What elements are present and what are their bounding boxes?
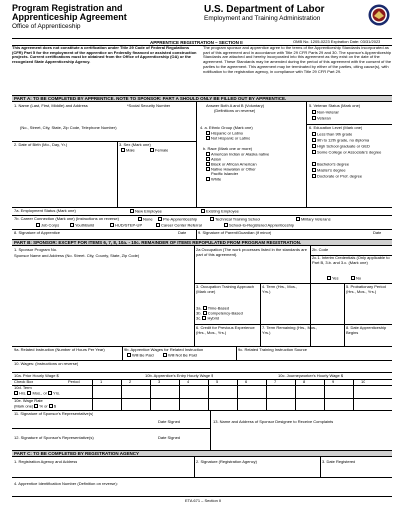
race-option-asian[interactable]: Asian [206, 157, 221, 162]
race-option-american-indian[interactable]: American Indian or Alaska native [206, 152, 269, 157]
apprentice-signature-label: 8. Signature of Apprentice [14, 231, 61, 235]
address-label: (No., Street, City, State, Zip Code, Telephone Number) [20, 126, 117, 130]
career-option-technical-school[interactable]: Technical Training School [210, 217, 260, 222]
education-level-label: 6. Education Level (Mark one) [309, 126, 363, 130]
date-registered-label: 3. Date Registered [322, 460, 356, 464]
period-1: 1 [100, 380, 103, 384]
period-header: Period [68, 380, 80, 384]
omb-number: OMB No. 1205-0223 Expiration Date: 03/31/2023 [293, 40, 381, 44]
probationary-period-label: 5. Probationary Period (Hrs., Mos., Yrs.) [346, 285, 386, 294]
education-option-9-12[interactable]: 9th to 12th grade, no diploma [312, 138, 369, 143]
instruction-wages-not-paid[interactable]: Will Not Be Paid [163, 353, 197, 358]
apprenticeship-begin-date-label: 8. Date Apprenticeship Begins [346, 326, 387, 335]
wages-label: 10. Wages: (Instructions on reverse) [14, 362, 79, 366]
sponsor-signature-1-date-label: Date Signed [158, 420, 181, 424]
term-unit-options[interactable]: Hrs. Mos., or Yrs. [14, 391, 60, 396]
wage-rate-unit-options[interactable]: (Mark one) % or $ [14, 404, 57, 409]
term-remaining-label: 7. Term Remaining (Hrs., Mos., Yrs.) [262, 326, 318, 335]
race-option-pacific-islander: Pacific Islander [211, 172, 239, 176]
dol-seal-icon [368, 4, 390, 26]
term-row-label: 10d. Term [14, 386, 32, 390]
race-option-white[interactable]: White [206, 177, 221, 182]
education-option-doctorate[interactable]: Doctorate or Prof. degree [312, 174, 362, 179]
complaint-designee-label: 13. Name and Address of Sponsor Designee to Receive Complaints [213, 420, 334, 424]
veteran-option-non[interactable]: Non-Veteran [312, 110, 339, 115]
career-option-youthbuild[interactable]: YouthBuild [70, 223, 94, 228]
ssn-label: *Social Security Number [127, 104, 171, 108]
period-10: 10 [361, 380, 366, 384]
form-title-line2: Apprenticeship Agreement [12, 13, 127, 22]
journeyworker-wage-label: 10c. Journeyworker's Hourly Wage $ [278, 374, 344, 378]
wage-rate-row-label: 10e. Wage Rate [14, 399, 43, 403]
apprentice-id-label: 4. Apprentice Identification Number (Definition on reverse): [14, 482, 118, 486]
approach-3b[interactable]: 3b. Competency-Based [196, 311, 243, 316]
date-of-birth-label: 2. Date of Birth (Mo., Day, Yr.) [14, 143, 68, 147]
period-9: 9 [332, 380, 335, 384]
apprentice-name-label: 1. Name (Last, First, Middle) and Address [14, 104, 88, 108]
administration-name: Employment and Training Administration [204, 15, 321, 22]
instruction-wages-label: 9b. Apprentice Wages for Related Instruction [124, 348, 204, 352]
career-option-school-to-apprenticeship[interactable]: School-to-Registered Apprenticeship [224, 223, 294, 228]
ethnicity-definitions: (Definitions on reverse) [214, 109, 256, 113]
career-option-none[interactable]: None [138, 217, 153, 222]
form-title: Program Registration and [12, 4, 123, 13]
apprentice-signature-date-label: Date [178, 231, 187, 235]
guardian-signature-label: 9. Signature of Parent/Guardian (if minor) [198, 231, 272, 235]
previous-experience-credit-label: 6. Credit for Previous Experience (Hrs., Mos., Yrs.) [196, 326, 255, 335]
instruction-wages-paid[interactable]: Will Be Paid [127, 353, 154, 358]
sponsor-name-address-label: Sponsor Name and Address (No. Street. City, County, State, Zip Code) [14, 254, 140, 258]
veteran-option-yes[interactable]: Veteran [312, 116, 331, 121]
instruction-source-label: 9c. Related Training Instruction Source [238, 348, 307, 352]
period-8: 8 [303, 380, 306, 384]
interim-credentials-yes[interactable]: Yes [327, 276, 339, 281]
career-option-job-corps[interactable]: Job Corps [36, 223, 59, 228]
check-box-header: Check Box [14, 380, 34, 384]
interim-credentials-no[interactable]: No [351, 276, 361, 281]
employment-status-label: 7a. Employment Status (Mark one) [14, 209, 76, 213]
sponsor-signature-1-label: 11. Signature of Sponsor's Representative(s) [14, 412, 94, 416]
education-option-hs-grad[interactable]: High School graduate or GED [312, 144, 370, 149]
ethnic-option-hispanic[interactable]: Hispanic or Latino [206, 131, 243, 136]
form-number: ETA 671 – Section II [185, 499, 222, 503]
race-option-native-hawaiian[interactable]: Native Hawaiian or Other [206, 167, 256, 172]
sponsor-signature-2-date-label: Date Signed [158, 436, 181, 440]
period-4: 4 [187, 380, 190, 384]
occupation-code-label: 2b. Code [312, 248, 329, 252]
sex-option-male[interactable]: Male [121, 148, 135, 153]
career-option-hud-stepup[interactable]: HUD/STEP-UP [110, 223, 142, 228]
career-connection-label: 7b. Career Connection (Mark one) (Instructions on reverse) [14, 217, 119, 221]
apprentice-name-field[interactable] [14, 110, 194, 124]
ethnicity-note: Answer Both A and B (Voluntary) [206, 104, 265, 108]
career-option-career-center[interactable]: Career Center Referral [156, 223, 202, 228]
part-c-header: PART C: TO BE COMPLETED BY REGISTRATION AGENCY [14, 451, 140, 456]
agency-signature-label: 2. Signature (Registration Agency) [196, 460, 257, 464]
period-7: 7 [274, 380, 277, 384]
education-option-bachelors[interactable]: Bachelor's degree [312, 162, 349, 167]
guardian-signature-date-label: Date [373, 231, 382, 235]
sex-label: 3. Sex (Mark one) [119, 143, 151, 147]
agreement-terms: The program sponsor and apprentice agree to the terms of the Apprenticeship Standards incorporated as part of this agreement and in accordance with Title 29 CFR Parts 29 and 30. The sponsor's Apprenticeship Standards are attached and hereby incorporated into this agreement as they exist on the date of the agreement. These Standards may be amended during the period of this agreement with the consent of the parties to the agreement. This agreement may be terminated by either of the parties, citing cause(s), with notification to the registration agency, in compliance with Title 29 CFR Part 29. [203, 46, 392, 74]
employment-option-existing[interactable]: Existing Employee [201, 209, 239, 214]
race-label: b. Race (Mark one or more) [203, 147, 253, 151]
veteran-status-label: 5. Veteran Status (Mark one) [309, 104, 361, 108]
education-option-masters[interactable]: Master's degree [312, 168, 346, 173]
office-name: Office of Apprenticeship [12, 23, 81, 30]
career-option-pre-apprenticeship[interactable]: Pre-Apprenticeship [158, 217, 197, 222]
prior-hourly-wage-label: 10a. Prior Hourly Wage $ [14, 374, 59, 378]
approach-3c[interactable]: 3c. Hybrid [196, 316, 220, 321]
sex-option-female[interactable]: Female [150, 148, 168, 153]
entry-hourly-wage-label: 10b. Apprentice's Entry Hourly Wage $ [145, 374, 214, 378]
department-name: U.S. Department of Labor [204, 4, 325, 15]
career-option-military[interactable]: Military Veterans [296, 217, 331, 222]
section-title: APPRENTICE REGISTRATION – SECTION II [150, 39, 243, 45]
ethnic-option-not-hispanic[interactable]: Not Hispanic or Latino [206, 136, 250, 141]
registration-agency-label: 1. Registration Agency and Address [14, 460, 78, 464]
period-3: 3 [158, 380, 161, 384]
related-instruction-hours-label: 9a. Related Instruction (Number of Hours Per Year) [14, 348, 105, 352]
part-a-header: PART A: TO BE COMPLETED BY APPRENTICE. NOTE TO SPONSOR: PART A SHOULD ONLY BE FILLED OUT BY APPRENTICE. [14, 96, 287, 101]
certification-disclaimer: This agreement does not constitute a certification under Title 29 Code of Federal Regulations (CFR) Part 5 for the employment of the apprentice on Federally financed or assisted construction projects. Current certifications must be obtained from the Office of Apprenticeship (OA) or the recognized State Apprenticeship Agency. [12, 46, 197, 65]
education-option-some-college[interactable]: Some College or Associate's degree [312, 150, 390, 160]
employment-option-new[interactable]: New Employee [130, 209, 162, 214]
period-5: 5 [216, 380, 219, 384]
occupation-label: 2a Occupation (The work processes listed in the standards are part of this agreement). [196, 248, 307, 257]
interim-credentials-label: 2c.1. Interim Credentials (Only applicable to Part B, 3.b. and 3.c. (Mark one) [312, 256, 390, 265]
approach-3a[interactable]: 3a. Time-Based [196, 306, 230, 311]
part-b-header: PART B: SPONSOR: EXCEPT FOR ITEMS 6, 7, 8, 10a. - 10c. REMAINDER OF ITEMS REPOPULATED FROM PROGRAM REGISTRATION. [14, 240, 302, 245]
period-2: 2 [129, 380, 132, 384]
race-option-black[interactable]: Black or African American [206, 162, 257, 167]
sponsor-signature-2-label: 12. Signature of Sponsor's Representative(s) [14, 436, 94, 440]
training-approach-label: 3. Occupation Training Approach (Mark one) [196, 285, 255, 294]
term-label: 4. Term (Hrs., Mos., Yrs.) [262, 285, 298, 294]
ethnic-group-label: 4. a. Ethnic Group (Mark one) [200, 126, 253, 130]
period-6: 6 [245, 380, 248, 384]
sponsor-program-number-label: 1. Sponsor Program No. [14, 248, 58, 252]
education-option-less-9th[interactable]: Less than 9th grade [312, 132, 352, 137]
